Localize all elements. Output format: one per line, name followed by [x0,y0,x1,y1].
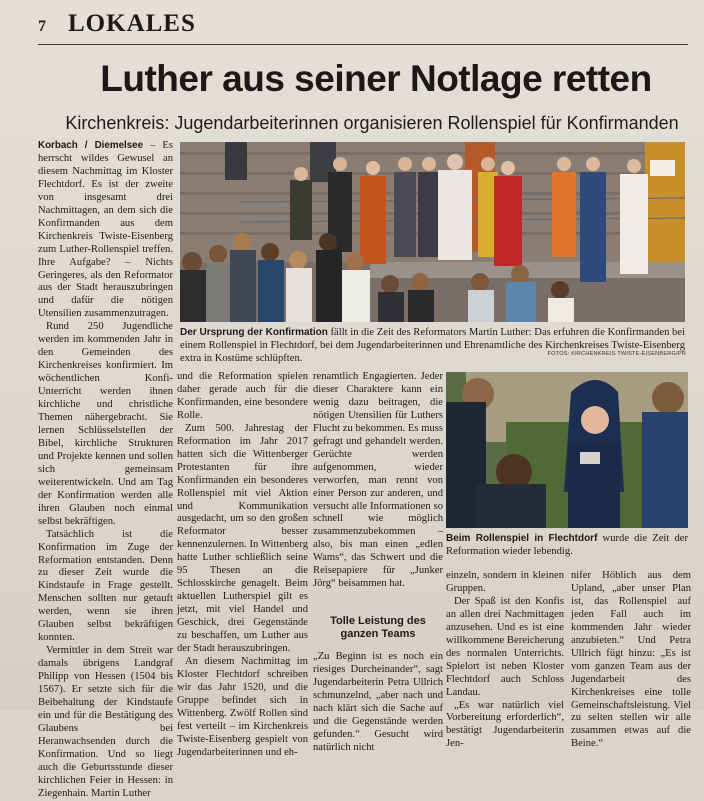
group-photo-image [180,142,685,322]
article-column-2 [177,371,308,758]
article-paragraph: renamtlich Engagierten. Jeder dieser Charaktere kann ein wenig dazu beitragen, die nötigen Utensilien für Luthers Flucht zu bekommen. Es muss gefragt und gehandelt werden. Gerüchte werden aufgenommen, wieder verworfen, man rennt von einer Person zur anderen, und versucht alle Informationen so schnell wie möglich zusammenzubekommen – also, bis man einen „edlen Wams“, das Schwert und die Reisepapiere für „Junker Jörg“ beisammen hat. [313,371,443,590]
article-paragraph: Tatsächlich ist die Konfirmation im Zuge der Reformation entstanden. Denn zu dieser Zeit wurde die Kindstaufe in Frage gestellt. Menschen sollten nur getauft werden, wenn sie ihren Glauben selbst bekräftigen konnten. [38,528,173,644]
article-column-4 [446,570,564,750]
article-paragraph: und die Reformation spielen daher gerade auch für die Konfirmanden, eine besondere Rolle. [177,371,308,421]
headline: Luther aus seiner Notlage retten [100,58,652,99]
article-paragraph: Rund 250 Jugendliche werden im kommenden Jahr in den Gemeinden des Kirchenkreises konfirmiert. Im wöchentlichen Konfi-Unterricht werden ihnen kirchliche und christliche Themen nähergebracht. Sie lernen Schlüsselstellen der Bibel, kirchliche Strukturen und Projekte kennen und sollen sich gemeinsam weiterentwickeln. Und am Tag der Konfirmation werden alle ihren Glauben noch einmal selbst bekräftigen. [38,321,173,527]
article-column-1 [38,140,173,799]
subheadline: Kirchenkreis: Jugendarbeiterinnen organisieren Rollenspiel für Konfirmanden [65,113,679,133]
masthead-rule [38,44,688,45]
article-column-5 [571,570,691,750]
caption-bold: Der Ursprung der Konfirmation [180,327,328,338]
article-paragraph: Vermittler in dem Streit war damals übrigens Landgraf Philipp von Hessen (1504 bis 1567). Er setzte sich für die Beibehaltung der Kindstaufe ein und für die Bestätigung des Glaubens bei Heranwachsenden durch die Konfirmation. Und so liegt auch die Geburtsstunde dieser kirchlichen Feier in Hessen: in Ziegenhain. Martin Luther [38,645,173,799]
article-paragraph: Zum 500. Jahrestag der Reformation im Jahr 2017 hatten sich die Wittenberger Protestanten für ihre Konfirmanden ein besonderes Rollenspiel mit viel Aktion und Kommunikation ausgedacht, um so den großen Reformator besser kennenzulernen. In Wittenberg hatte Luther schließlich seine 95 Thesen an die Schlosskirche genagelt. Beim aktuellen Lutherspiel gilt es jetzt, mit viel Handel und Geschick, drei Gegenstände zu beschaffen, um Luther aus der Stadt herauszubringen. [177,422,308,655]
roleplay-photo [446,372,688,528]
photo-credit: FOTOS: KIRCHENKREIS TWISTE-EISENBERG/PR [547,351,686,357]
article-paragraph: nifer Höblich aus dem Upland, „aber unser Plan ist, das Rollenspiel auf jeden Fall auch im kommenden Jahr wieder anzubieten.“ Und Petra Ullrich fügt hinzu: „Es ist vom ganzen Team aus der Jugendarbeit des Kirchenkreises eine tolle Gemeinschaftsleistung. Viel zu selten stellen wir alle zusammen etwas auf die Beine.“ [571,570,691,750]
roleplay-photo-image [446,372,688,528]
article-column-3 [313,371,443,753]
caption-bold: Beim Rollenspiel in Flechtdorf [446,533,598,544]
intertitle: Tolle Leistung des ganzen Teams [330,615,426,641]
masthead [38,10,196,44]
article-paragraph: An diesem Nachmittag im Kloster Flechtdorf schreiben wir das Jahr 1520, und die Gruppe befindet sich in Wittenberg. Zwölf Rollen sind fest verteilt – im Kirchenkreis Twiste-Eisenberg gespielt von Jugendarbeiterinnen und eh- [177,655,308,758]
dateline: Korbach / Diemelsee [38,140,144,151]
article-paragraph: „Es war natürlich viel Vorbereitung erforderlich“, bestätigt Jugendarbeiterin Jen- [446,699,564,750]
article-paragraph: Korbach / Diemelsee – Es herrscht wildes Gewusel an diesem Nachmittag im Kloster Flechtdorf. Es ist der zweite von insgesamt drei Nachmittagen, an dem sich die Konfirmanden aus dem Kirchenkreis Twiste-Eisenberg zum Luther-Rollenspiel treffen. Ihre Aufgabe? – Nichts Geringeres, als den Reformator aus der Stadt herauszubringen und dafür die nötigen Utensilien zusammenzutragen. [38,140,173,320]
article-paragraph: Der Spaß ist den Konfis an allen drei Nachmittagen anzusehen. Und es ist eine willkommene Bereicherung des normalen Unterrichts. Spielort ist neben Kloster Flechtdorf auch Schloss Landau. [446,595,564,698]
article-paragraph: „Zu Beginn ist es noch ein riesiges Durcheinander“, sagt Jugendarbeiterin Petra Ullrich schmunzelnd, „aber nach und nach klärt sich die Sache auf und die Gegenstände werden gefunden.“ Gesucht wird natürlich nicht [313,651,443,753]
photo-caption-1: Der Ursprung der Konfirmation fällt in die Zeit des Reformators Martin Luther: Das erfuhren die Konfirmanden bei einem Rollenspiel in Flechtdorf, bei dem Jugendarbeiterinnen und Ehrenamtliche des Kirchenkreises Twiste-Eisenberg extra in Kostüme schlüpften. [180,327,685,364]
photo-caption-2: Beim Rollenspiel in Flechtdorf wurde die Zeit der Reformation wieder lebendig. [446,533,688,557]
article-paragraph: einzeln, sondern in kleinen Gruppen. [446,570,564,594]
section-title: LOKALES [68,10,196,37]
page-number: 7 [38,18,46,35]
group-photo [180,142,685,322]
